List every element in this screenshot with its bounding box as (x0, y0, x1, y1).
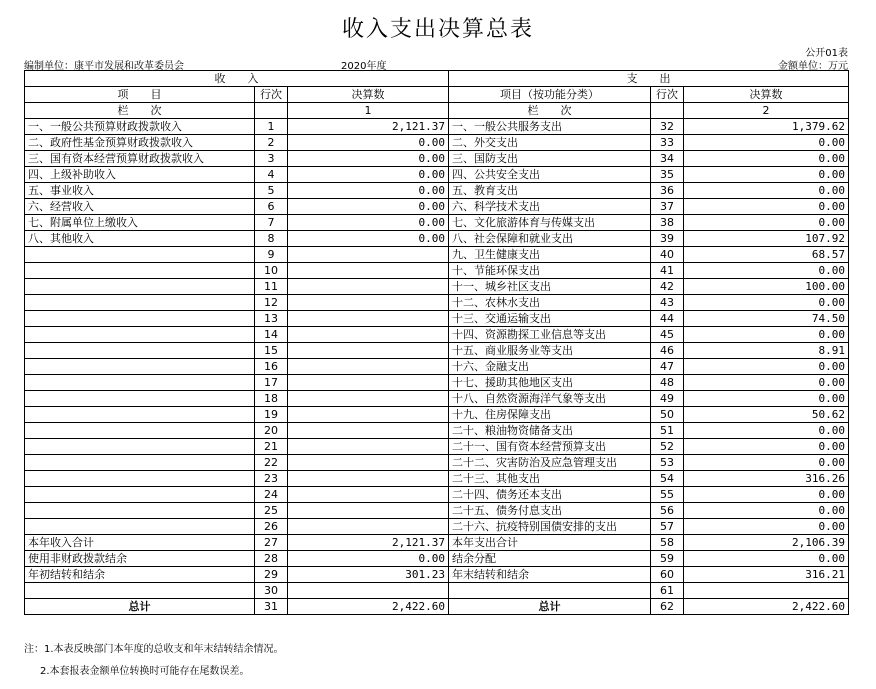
expense-item-cell: 十一、城乡社区支出 (449, 279, 651, 295)
expense-rowno-cell: 53 (651, 455, 684, 471)
table-row (25, 391, 849, 407)
expense-amount-cell: 0.00 (684, 183, 849, 199)
income-item-cell (25, 327, 255, 343)
expense-item-cell: 十六、金融支出 (449, 359, 651, 375)
table-row (25, 343, 849, 359)
income-amount-cell: 0.00 (288, 167, 449, 183)
header-row-section (25, 71, 849, 87)
income-item-cell: 八、其他收入 (25, 231, 255, 247)
expense-amount-cell: 0.00 (684, 295, 849, 311)
income-amount-cell (288, 263, 449, 279)
income-item-cell (25, 263, 255, 279)
expense-rowno-cell: 37 (651, 199, 684, 215)
income-rowno-cell: 6 (255, 199, 288, 215)
income-amount-cell: 2,422.60 (288, 599, 449, 615)
expense-item-cell: 十、节能环保支出 (449, 263, 651, 279)
income-amount-cell (288, 343, 449, 359)
expense-item-cell: 十三、交通运输支出 (449, 311, 651, 327)
income-item-cell (25, 519, 255, 535)
note-1: 注：1.本表反映部门本年度的总收支和年末结转结余情况。 (24, 644, 284, 655)
report-year: 2020年度 (341, 61, 387, 72)
table-row (25, 455, 849, 471)
income-item-cell: 本年收入合计 (25, 535, 255, 551)
expense-rowno-cell: 45 (651, 327, 684, 343)
income-amount-cell: 0.00 (288, 135, 449, 151)
table-row (25, 535, 849, 551)
income-rowno-cell: 21 (255, 439, 288, 455)
expense-rowno-cell: 55 (651, 487, 684, 503)
expense-rowno-cell: 59 (651, 551, 684, 567)
income-rowno-cell: 29 (255, 567, 288, 583)
table-row (25, 599, 849, 615)
table-row (25, 423, 849, 439)
table-row (25, 119, 849, 135)
expense-rowno-cell: 62 (651, 599, 684, 615)
income-amount-cell: 0.00 (288, 151, 449, 167)
income-rowno-cell: 3 (255, 151, 288, 167)
income-item-cell (25, 503, 255, 519)
expense-item-cell: 二十、粮油物资储备支出 (449, 423, 651, 439)
expense-amount-cell: 0.00 (684, 519, 849, 535)
expense-item-cell: 十八、自然资源海洋气象等支出 (449, 391, 651, 407)
table-row (25, 471, 849, 487)
expense-amount-cell: 0.00 (684, 359, 849, 375)
expense-item-cell: 四、公共安全支出 (449, 167, 651, 183)
unit-name: 康平市发展和改革委员会 (74, 61, 184, 72)
income-expense-table (24, 70, 849, 615)
expense-amount-cell: 0.00 (684, 215, 849, 231)
expense-rowno-cell: 41 (651, 263, 684, 279)
expense-rowno-cell: 61 (651, 583, 684, 599)
expense-amount-cell: 0.00 (684, 439, 849, 455)
expense-rowno-cell: 34 (651, 151, 684, 167)
expense-item-cell: 年末结转和结余 (449, 567, 651, 583)
expense-item-cell: 本年支出合计 (449, 535, 651, 551)
table-row (25, 567, 849, 583)
expense-amount-cell: 1,379.62 (684, 119, 849, 135)
income-item-cell: 五、事业收入 (25, 183, 255, 199)
income-rowno-cell: 5 (255, 183, 288, 199)
amount-unit: 金额单位：万元 (778, 61, 848, 72)
expense-rowno-cell: 42 (651, 279, 684, 295)
expense-rowno-cell: 38 (651, 215, 684, 231)
income-item-cell (25, 487, 255, 503)
unit-label: 编制单位： (24, 61, 74, 72)
income-amount-cell: 301.23 (288, 567, 449, 583)
income-rowno-cell: 15 (255, 343, 288, 359)
income-header: 收 入 (25, 71, 449, 87)
income-amount-cell (288, 471, 449, 487)
expense-item-cell: 总计 (449, 599, 651, 615)
expense-item-cell: 二十六、抗疫特别国债安排的支出 (449, 519, 651, 535)
income-item-cell: 三、国有资本经营预算财政拨款收入 (25, 151, 255, 167)
expense-amount-cell: 0.00 (684, 199, 849, 215)
expense-amount-cell: 2,422.60 (684, 599, 849, 615)
income-item-cell: 年初结转和结余 (25, 567, 255, 583)
table-row (25, 247, 849, 263)
income-item-cell (25, 423, 255, 439)
income-item-cell: 一、一般公共预算财政拨款收入 (25, 119, 255, 135)
table-row (25, 551, 849, 567)
expense-rowno-cell: 33 (651, 135, 684, 151)
income-amount-cell: 0.00 (288, 199, 449, 215)
table-row (25, 199, 849, 215)
income-amount-cell: 0.00 (288, 231, 449, 247)
expense-amount-cell: 0.00 (684, 391, 849, 407)
expense-amount-cell: 100.00 (684, 279, 849, 295)
table-row (25, 167, 849, 183)
expense-amount-cell: 0.00 (684, 135, 849, 151)
table-row (25, 407, 849, 423)
income-rowno-cell: 17 (255, 375, 288, 391)
expense-rowno-cell: 60 (651, 567, 684, 583)
expense-item-cell: 三、国防支出 (449, 151, 651, 167)
table-row (25, 263, 849, 279)
expense-item-cell: 十九、住房保障支出 (449, 407, 651, 423)
table-row (25, 503, 849, 519)
expense-item-cell: 十二、农林水支出 (449, 295, 651, 311)
income-amount-cell: 0.00 (288, 551, 449, 567)
expense-rowno-header: 行次 (651, 87, 684, 103)
expense-col-label: 栏 次 (449, 103, 651, 119)
table-row (25, 359, 849, 375)
income-rowno-cell: 8 (255, 231, 288, 247)
income-item-cell: 六、经营收入 (25, 199, 255, 215)
income-rowno-cell: 11 (255, 279, 288, 295)
table-row (25, 295, 849, 311)
table-row (25, 215, 849, 231)
header-row-column-index (25, 103, 849, 119)
form-code: 公开01表 (805, 48, 848, 59)
expense-item-cell: 十四、资源勘探工业信息等支出 (449, 327, 651, 343)
income-amount-cell (288, 407, 449, 423)
income-amount-cell: 2,121.37 (288, 119, 449, 135)
expense-amount-cell: 0.00 (684, 503, 849, 519)
table-row (25, 231, 849, 247)
expense-amount-cell: 0.00 (684, 423, 849, 439)
income-amount-cell (288, 311, 449, 327)
income-amount-cell: 2,121.37 (288, 535, 449, 551)
table-row (25, 151, 849, 167)
income-rowno-cell: 9 (255, 247, 288, 263)
income-item-cell (25, 391, 255, 407)
income-rowno-cell: 16 (255, 359, 288, 375)
income-rowno-header: 行次 (255, 87, 288, 103)
income-rowno-cell: 12 (255, 295, 288, 311)
expense-rowno-cell: 40 (651, 247, 684, 263)
expense-item-cell: 二十四、债务还本支出 (449, 487, 651, 503)
income-amount-cell: 0.00 (288, 183, 449, 199)
income-amount-cell (288, 439, 449, 455)
expense-amount-cell: 316.21 (684, 567, 849, 583)
income-rowno-cell: 14 (255, 327, 288, 343)
expense-amount-cell: 0.00 (684, 375, 849, 391)
expense-rowno-cell: 49 (651, 391, 684, 407)
income-item-cell (25, 407, 255, 423)
expense-amount-cell: 0.00 (684, 263, 849, 279)
expense-amount-cell: 0.00 (684, 487, 849, 503)
income-amount-cell (288, 519, 449, 535)
income-item-cell (25, 279, 255, 295)
expense-rowno-cell: 54 (651, 471, 684, 487)
expense-amount-cell: 68.57 (684, 247, 849, 263)
expense-item-cell: 五、教育支出 (449, 183, 651, 199)
table-row (25, 279, 849, 295)
page-title: 收入支出决算总表 (341, 17, 534, 42)
expense-item-cell: 二十一、国有资本经营预算支出 (449, 439, 651, 455)
income-rowno-cell: 10 (255, 263, 288, 279)
income-rowno-cell: 30 (255, 583, 288, 599)
income-item-cell (25, 375, 255, 391)
income-amount-cell (288, 455, 449, 471)
income-item-cell (25, 583, 255, 599)
expense-item-header: 项目（按功能分类） (449, 87, 651, 103)
table-row (25, 327, 849, 343)
income-rowno-cell: 4 (255, 167, 288, 183)
income-rowno-cell: 22 (255, 455, 288, 471)
income-item-cell: 四、上级补助收入 (25, 167, 255, 183)
expense-rowno-cell: 39 (651, 231, 684, 247)
expense-rowno-cell: 57 (651, 519, 684, 535)
income-item-cell: 七、附属单位上缴收入 (25, 215, 255, 231)
expense-rowno-cell: 36 (651, 183, 684, 199)
expense-item-cell: 六、科学技术支出 (449, 199, 651, 215)
table-row (25, 519, 849, 535)
income-amount-cell (288, 279, 449, 295)
expense-rowno-cell: 48 (651, 375, 684, 391)
expense-amount-header: 决算数 (684, 87, 849, 103)
note-2: 2.本套报表金额单位转换时可能存在尾数误差。 (40, 666, 250, 677)
income-col-number: 1 (288, 103, 449, 119)
table-row (25, 311, 849, 327)
income-item-cell: 二、政府性基金预算财政拨款收入 (25, 135, 255, 151)
income-amount-cell (288, 359, 449, 375)
expense-rowno-cell: 51 (651, 423, 684, 439)
expense-amount-cell (684, 583, 849, 599)
expense-amount-cell: 74.50 (684, 311, 849, 327)
income-rowno-cell: 18 (255, 391, 288, 407)
expense-item-cell: 二十三、其他支出 (449, 471, 651, 487)
income-amount-cell (288, 295, 449, 311)
income-amount-cell (288, 327, 449, 343)
expense-amount-cell: 8.91 (684, 343, 849, 359)
expense-item-cell: 二十二、灾害防治及应急管理支出 (449, 455, 651, 471)
expense-item-cell: 七、文化旅游体育与传媒支出 (449, 215, 651, 231)
expense-amount-cell: 316.26 (684, 471, 849, 487)
income-rowno-cell: 26 (255, 519, 288, 535)
income-amount-header: 决算数 (288, 87, 449, 103)
income-item-cell (25, 439, 255, 455)
income-amount-cell (288, 583, 449, 599)
expense-rowno-cell: 58 (651, 535, 684, 551)
income-amount-cell (288, 247, 449, 263)
expense-col-blank (651, 103, 684, 119)
income-rowno-cell: 19 (255, 407, 288, 423)
expense-rowno-cell: 56 (651, 503, 684, 519)
income-amount-cell (288, 423, 449, 439)
expense-amount-cell: 50.62 (684, 407, 849, 423)
expense-item-cell: 二十五、债务付息支出 (449, 503, 651, 519)
income-item-cell (25, 455, 255, 471)
table-row (25, 439, 849, 455)
expense-amount-cell: 0.00 (684, 151, 849, 167)
income-amount-cell (288, 375, 449, 391)
income-rowno-cell: 28 (255, 551, 288, 567)
income-item-cell (25, 343, 255, 359)
income-rowno-cell: 31 (255, 599, 288, 615)
expense-rowno-cell: 50 (651, 407, 684, 423)
table-row (25, 135, 849, 151)
income-rowno-cell: 20 (255, 423, 288, 439)
expense-item-cell: 十五、商业服务业等支出 (449, 343, 651, 359)
income-amount-cell (288, 503, 449, 519)
table-row (25, 583, 849, 599)
income-item-cell (25, 359, 255, 375)
expense-item-cell: 一、一般公共服务支出 (449, 119, 651, 135)
income-rowno-cell: 27 (255, 535, 288, 551)
expense-amount-cell: 0.00 (684, 167, 849, 183)
expense-rowno-cell: 44 (651, 311, 684, 327)
expense-item-cell: 二、外交支出 (449, 135, 651, 151)
header-row-columns (25, 87, 849, 103)
expense-rowno-cell: 47 (651, 359, 684, 375)
income-rowno-cell: 7 (255, 215, 288, 231)
expense-col-number: 2 (684, 103, 849, 119)
expense-item-cell: 十七、援助其他地区支出 (449, 375, 651, 391)
expense-amount-cell: 0.00 (684, 455, 849, 471)
income-rowno-cell: 1 (255, 119, 288, 135)
table-row (25, 375, 849, 391)
income-item-cell (25, 247, 255, 263)
income-rowno-cell: 2 (255, 135, 288, 151)
income-item-cell (25, 295, 255, 311)
expense-amount-cell: 2,106.39 (684, 535, 849, 551)
expense-item-cell: 八、社会保障和就业支出 (449, 231, 651, 247)
table-body (25, 119, 849, 615)
expense-amount-cell: 0.00 (684, 551, 849, 567)
table-row (25, 183, 849, 199)
income-rowno-cell: 23 (255, 471, 288, 487)
income-rowno-cell: 13 (255, 311, 288, 327)
expense-rowno-cell: 52 (651, 439, 684, 455)
table-row (25, 487, 849, 503)
expense-amount-cell: 0.00 (684, 327, 849, 343)
income-col-label: 栏 次 (25, 103, 255, 119)
income-col-blank (255, 103, 288, 119)
expense-rowno-cell: 32 (651, 119, 684, 135)
expense-item-cell: 九、卫生健康支出 (449, 247, 651, 263)
income-item-cell: 总计 (25, 599, 255, 615)
expense-item-cell (449, 583, 651, 599)
income-item-header: 项 目 (25, 87, 255, 103)
expense-item-cell: 结余分配 (449, 551, 651, 567)
expense-header: 支 出 (449, 71, 849, 87)
income-amount-cell: 0.00 (288, 215, 449, 231)
expense-rowno-cell: 35 (651, 167, 684, 183)
income-item-cell (25, 471, 255, 487)
income-amount-cell (288, 391, 449, 407)
expense-amount-cell: 107.92 (684, 231, 849, 247)
expense-rowno-cell: 43 (651, 295, 684, 311)
income-rowno-cell: 25 (255, 503, 288, 519)
income-item-cell (25, 311, 255, 327)
expense-rowno-cell: 46 (651, 343, 684, 359)
income-amount-cell (288, 487, 449, 503)
income-rowno-cell: 24 (255, 487, 288, 503)
income-item-cell: 使用非财政拨款结余 (25, 551, 255, 567)
